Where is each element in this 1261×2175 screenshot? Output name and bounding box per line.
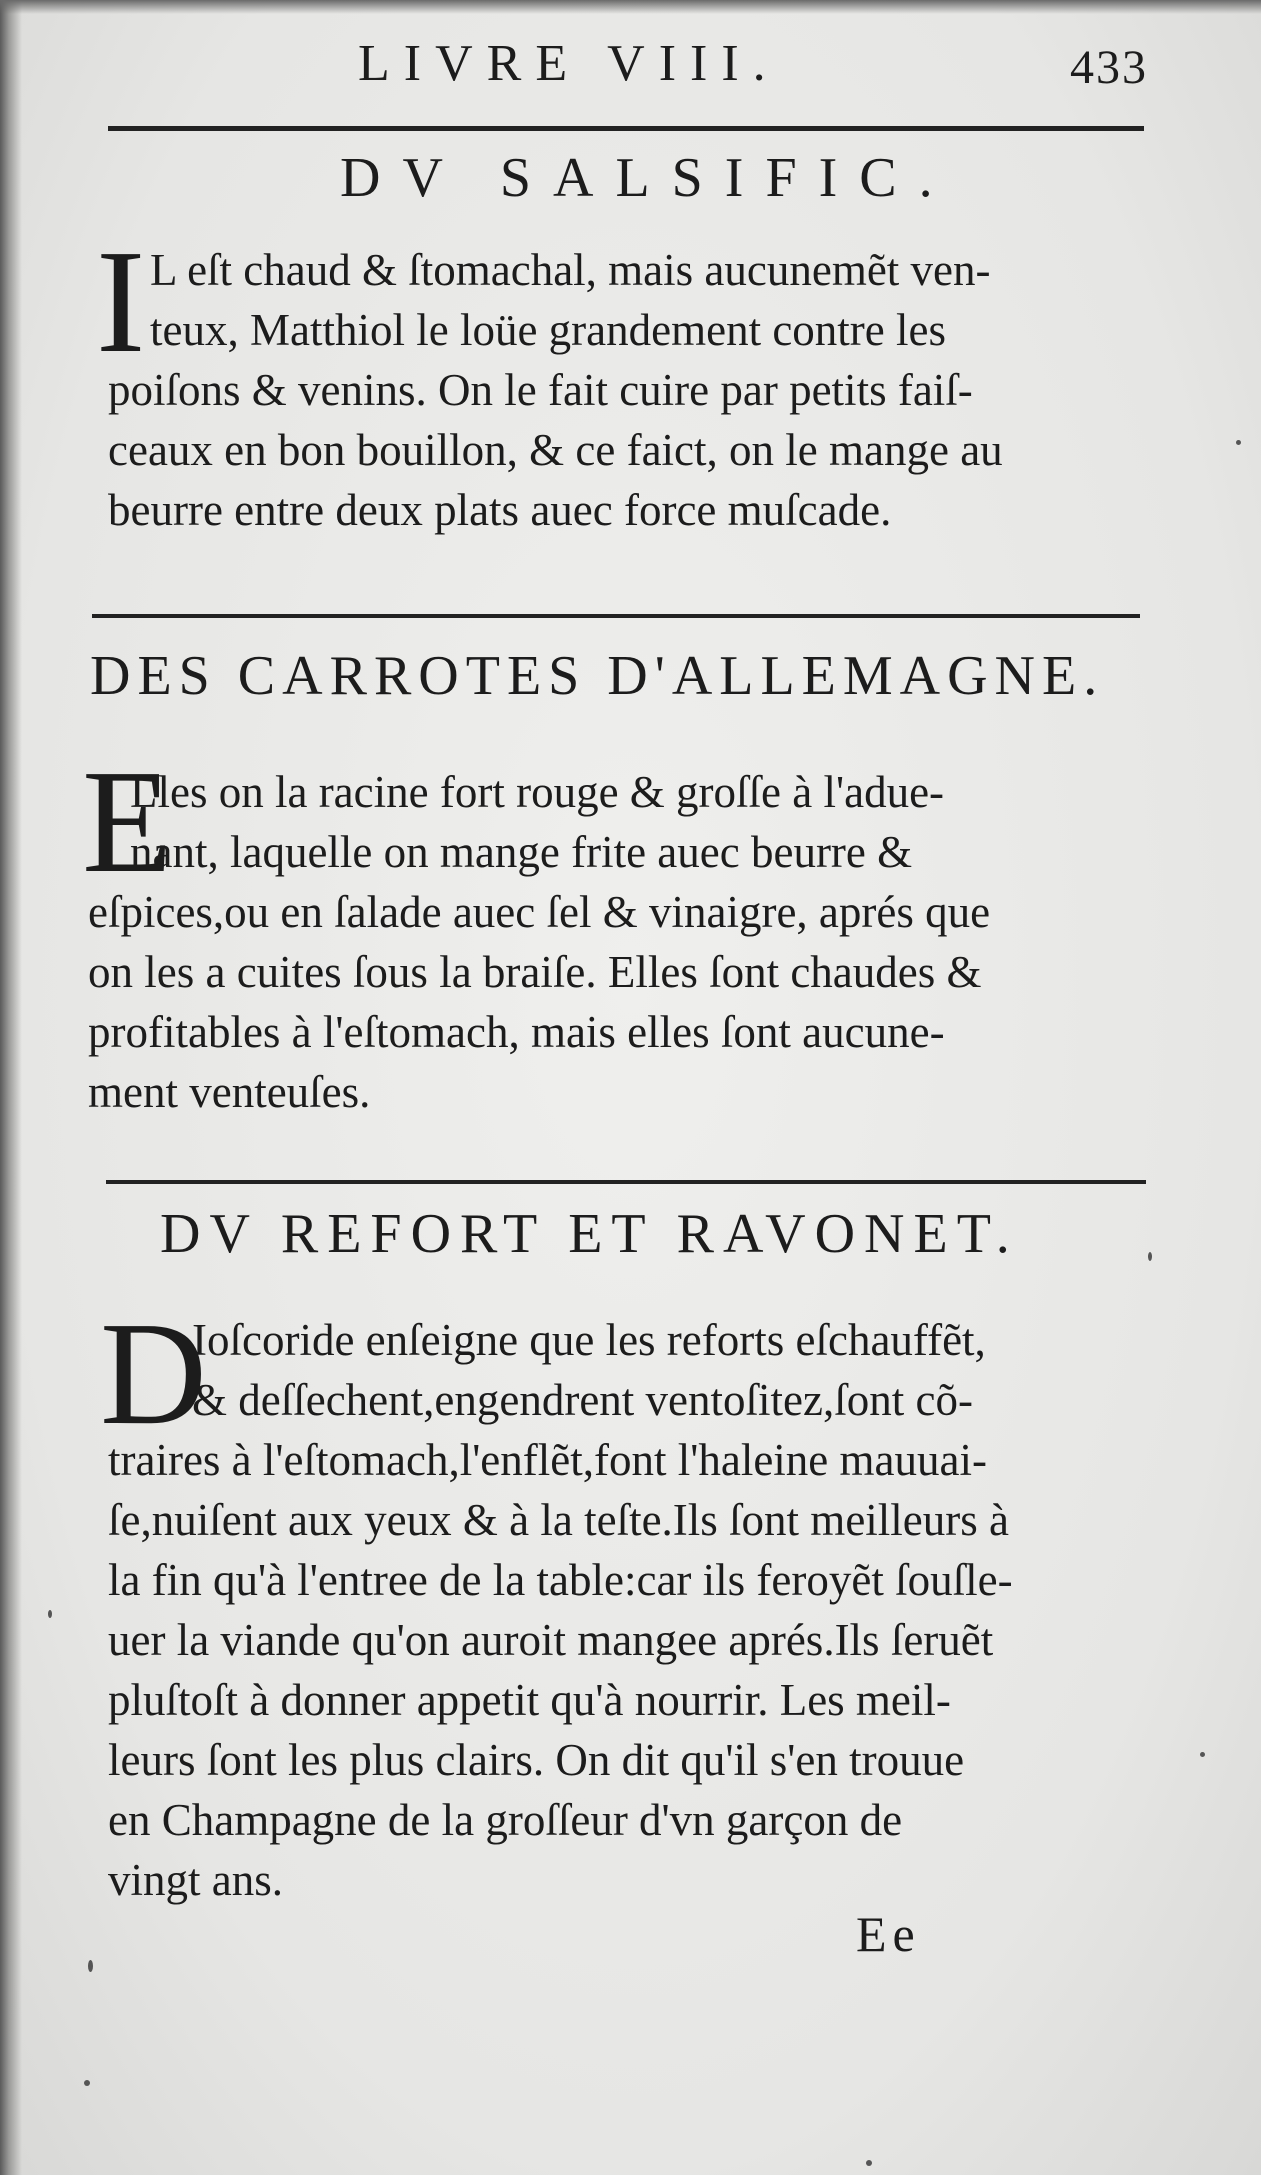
drop-cap-carrotes: E (82, 740, 173, 904)
header-rule (108, 126, 1144, 131)
text-line: teux, Matthiol le loüe grandement contre les (150, 305, 947, 355)
paper-speck (48, 1610, 52, 1618)
paragraph-salsific (108, 240, 1148, 540)
text-line: pluſtoſt à donner appetit qu'à nourrir. Les meil- (108, 1675, 951, 1725)
paper-speck (1200, 1752, 1205, 1757)
section-title-salsific: DV SALSIFIC. (340, 147, 955, 209)
page-number: 433 (1070, 41, 1148, 94)
text-line: ſe,nuiſent aux yeux & à la teſte.Ils ſont meilleurs à (108, 1495, 1009, 1545)
page-shadow-left (0, 0, 22, 2175)
text-line: uer la viande qu'on auroit mangee aprés.Ils ſeruẽt (108, 1615, 994, 1665)
drop-cap-salsific: I (96, 220, 146, 384)
text-line: poiſons & venins. On le fait cuire par petits faiſ- (108, 365, 973, 415)
text-line: L eſt chaud & ſtomachal, mais aucunemẽt ven- (150, 245, 991, 295)
text-line: ment venteuſes. (88, 1067, 371, 1117)
catchword: Ee (856, 1906, 921, 1962)
paper-speck (88, 1960, 93, 1972)
section-title-refort: DV REFORT ET RAVONET. (160, 1203, 1019, 1265)
text-line: en Champagne de la groſſeur d'vn garçon de (108, 1795, 903, 1845)
section-rule (92, 614, 1140, 618)
text-line: vingt ans. (108, 1855, 283, 1905)
text-line: Lles on la racine fort rouge & groſſe à l'adue- (130, 767, 945, 817)
paragraph-refort (108, 1310, 1148, 1910)
paper-speck (1148, 1252, 1152, 1261)
text-line: ceaux en bon bouillon, & ce faict, on le mange au (108, 425, 1003, 475)
paragraph-carrotes (88, 762, 1148, 1122)
section-title-carrotes: DES CARROTES D'ALLEMAGNE. (90, 645, 1105, 707)
text-line: beurre entre deux plats auec force muſcade. (108, 485, 892, 535)
paper-speck (866, 2160, 872, 2166)
text-line: profitables à l'eſtomach, mais elles ſont aucune- (88, 1007, 945, 1057)
section-rule (106, 1180, 1146, 1184)
drop-cap-refort: D (100, 1292, 207, 1456)
paper-speck (1236, 440, 1241, 445)
text-line: la fin qu'à l'entree de la table:car ils feroyẽt ſouſle- (108, 1555, 1013, 1605)
paper-speck (84, 2080, 90, 2086)
text-line: nant, laquelle on mange frite auec beurre & (130, 827, 913, 877)
text-line: Ioſcoride enſeigne que les reforts eſchauffẽt, (192, 1315, 986, 1365)
running-title: LIVRE VIII. (358, 35, 780, 92)
text-line: leurs ſont les plus clairs. On dit qu'il s'en trouue (108, 1735, 965, 1785)
text-line: traires à l'eſtomach,l'enflẽt,font l'haleine mauuai- (108, 1435, 987, 1485)
page-header (108, 28, 1148, 98)
text-line: eſpices,ou en ſalade auec ſel & vinaigre, aprés que (88, 887, 991, 937)
text-line: on les a cuites ſous la braiſe. Elles ſont chaudes & (88, 947, 982, 997)
text-line: & deſſechent,engendrent ventoſitez,ſont cõ- (192, 1375, 973, 1425)
page-shadow-top (0, 0, 1261, 14)
